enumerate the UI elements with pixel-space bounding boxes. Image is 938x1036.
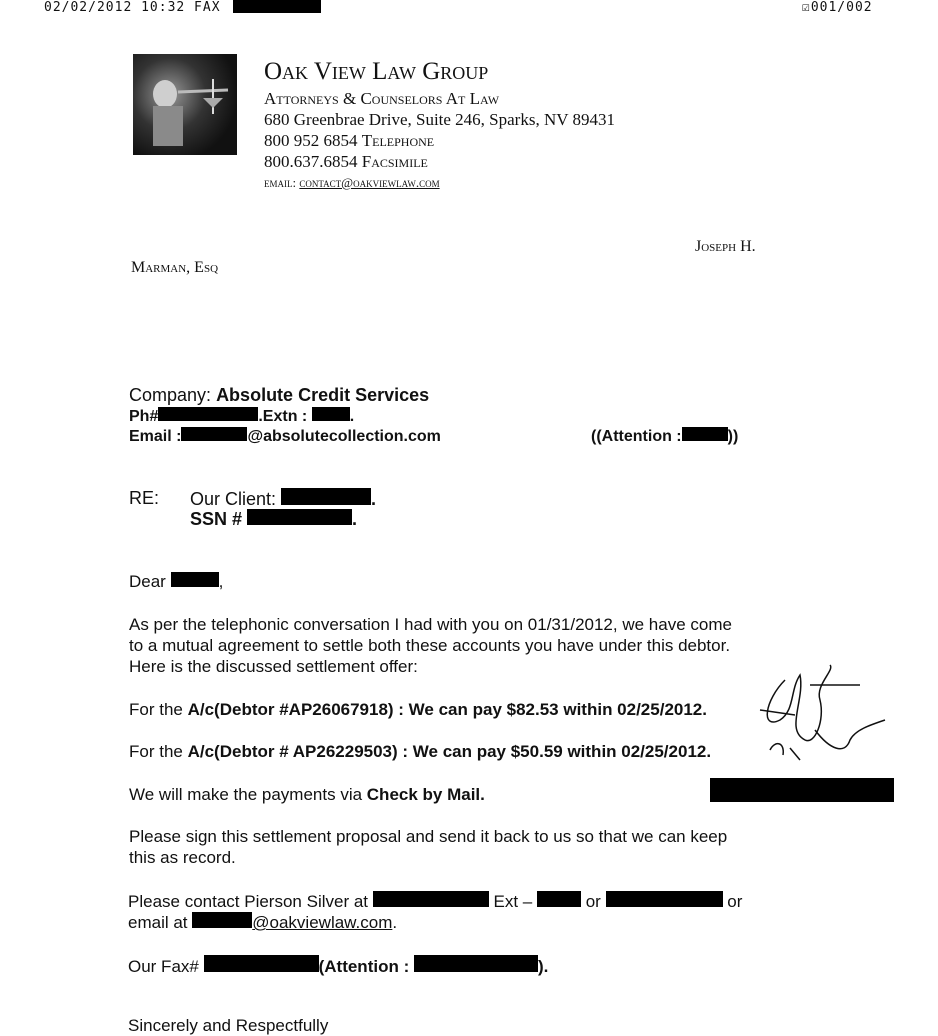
paragraph-1-line-3: Here is the discussed settlement offer: [129, 657, 418, 676]
redaction-fax-attention [414, 955, 538, 972]
paragraph-1-line-2: to a mutual agreement to settle both these accounts you have under this debtor. [129, 636, 731, 655]
contact-line: Please contact Pierson Silver at Ext – or or [128, 892, 743, 911]
offer-2: For the A/c(Debtor # AP26229503) : We can pay $50.59 within 02/25/2012. [129, 742, 712, 761]
redaction-fax-number [204, 955, 319, 972]
firm-telephone: 800 952 6854 Telephone [264, 131, 435, 150]
re-ssn: SSN # . [190, 509, 358, 529]
salutation: Dear , [129, 572, 224, 591]
redaction-signature-name [710, 778, 894, 802]
firm-email: email: contact@oakviewlaw.com [264, 175, 440, 190]
signature-icon [755, 660, 890, 770]
firm-facsimile: 800.637.6854 Facsimile [264, 152, 428, 171]
redaction-attention [682, 427, 728, 441]
redaction-ssn [247, 509, 352, 525]
sign-request-line-1: Please sign this settlement proposal and send it back to us so that we can keep [129, 827, 728, 846]
redaction-email-user [181, 427, 247, 441]
firm-address: 680 Greenbrae Drive, Suite 246, Sparks, NV 89431 [264, 110, 615, 129]
contact-email-line: email at @oakviewlaw.com. [128, 913, 398, 932]
firm-tagline: Attorneys & Counselors At Law [264, 89, 500, 108]
lady-justice-icon [133, 54, 237, 155]
redaction-contact-ext [537, 891, 581, 907]
recipient-company: Company: Absolute Credit Services [129, 385, 430, 405]
redaction-extn [312, 407, 350, 421]
paragraph-1-line-1: As per the telephonic conversation I had with you on 01/31/2012, we have come [129, 615, 732, 634]
re-label: RE: [129, 488, 160, 508]
contact-email-link[interactable]: @oakviewlaw.com [252, 913, 393, 932]
recipient-attention: ((Attention : )) [591, 428, 739, 445]
redaction-phone [158, 407, 258, 421]
closing: Sincerely and Respectfully [128, 1016, 329, 1035]
firm-name: Oak View Law Group [264, 58, 489, 85]
sign-request-line-2: this as record. [129, 848, 236, 867]
fax-datetime: 02/02/2012 10:32 FAX [44, 0, 221, 15]
payment-method: We will make the payments via Check by Mail. [129, 785, 485, 804]
firm-email-link[interactable]: contact@oakviewlaw.com [299, 175, 440, 190]
redaction-fax-header [233, 0, 321, 13]
redaction-client [281, 488, 371, 505]
recipient-phone: Ph# .Extn : . [129, 408, 355, 425]
fax-page-number: ☑001/002 [802, 0, 873, 15]
attorney-first-name: Joseph H. [695, 238, 756, 255]
firm-logo [133, 54, 237, 155]
fax-checkbox-icon: ☑ [802, 0, 811, 15]
redaction-contact-phone [373, 891, 489, 907]
redaction-salutation [171, 572, 219, 587]
attorney-last-name: Marman, Esq [131, 259, 219, 276]
offer-1: For the A/c(Debtor #AP26067918) : We can pay $82.53 within 02/25/2012. [129, 700, 707, 719]
redaction-contact-alt [606, 891, 723, 907]
fax-line: Our Fax# (Attention : ). [128, 957, 549, 976]
redaction-contact-email [192, 912, 252, 928]
recipient-email: Email : @absolutecollection.com [129, 428, 441, 445]
re-client: Our Client: . [190, 489, 377, 509]
